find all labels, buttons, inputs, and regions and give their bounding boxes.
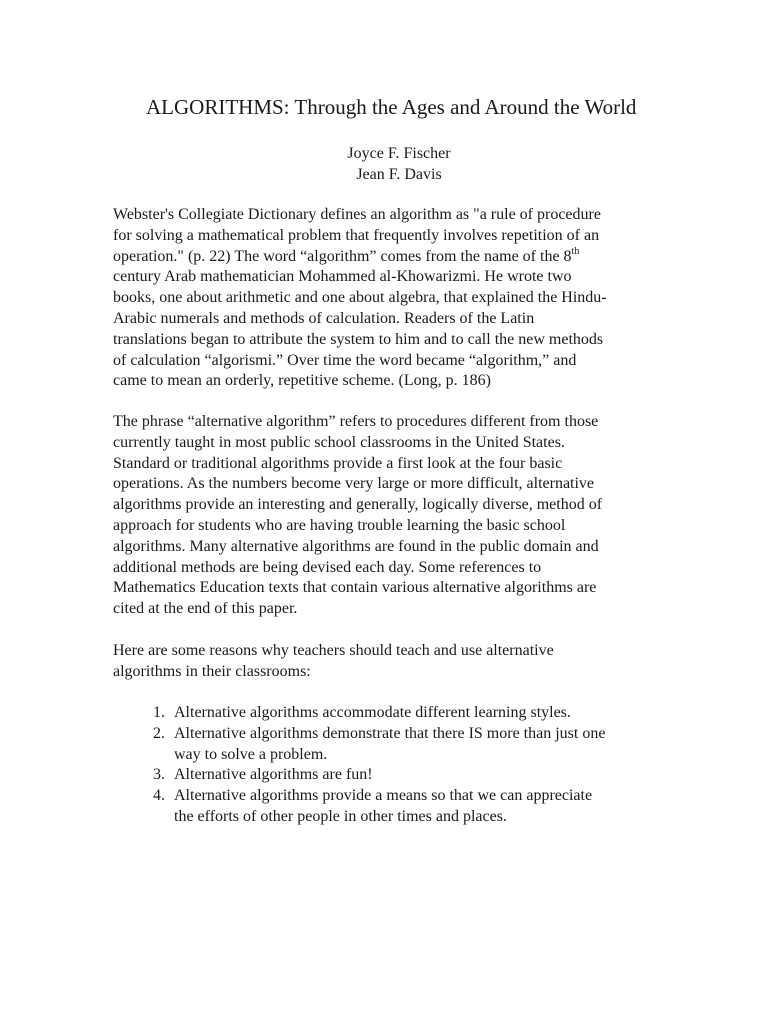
- paragraph-line: The phrase “alternative algorithm” refers to procedures different from those: [113, 413, 599, 430]
- paragraph-line: Mathematics Education texts that contain various alternative algorithms are: [113, 579, 597, 597]
- author-name: Joyce F. Fischer: [347, 145, 451, 162]
- paragraph-line: algorithms. Many alternative algorithms are found in the public domain and: [113, 537, 599, 555]
- list-item-number: 3.: [153, 766, 165, 784]
- list-item: [146, 703, 666, 724]
- list-item: [146, 786, 666, 828]
- reasons-list: [146, 703, 666, 828]
- paragraph-line: cited at the end of this paper.: [113, 600, 298, 618]
- paragraph-line: additional methods are being devised each day. Some references to: [113, 558, 542, 576]
- list-item-text: Alternative algorithms accommodate different learning styles.: [174, 704, 571, 721]
- list-item-number: 1.: [153, 704, 165, 721]
- list-item-text: Alternative algorithms are fun!: [174, 766, 373, 784]
- list-item-text: the efforts of other people in other times and places.: [174, 807, 507, 825]
- paragraph-line: century Arab mathematician Mohammed al-Khowarizmi. He wrote two: [113, 268, 572, 286]
- paragraph-line-text: operation." (p. 22) The word “algorithm” comes from the name of the 8: [113, 247, 572, 265]
- paragraph-line: books, one about arithmetic and one about algebra, that explained the Hindu-: [113, 289, 607, 307]
- paragraph-reasons-intro: [113, 641, 673, 683]
- author-list: [0, 143, 768, 185]
- paragraph-line: of calculation “algorismi.” Over time the word became “algorithm,” and: [113, 351, 577, 369]
- paragraph-line: translations began to attribute the system to him and to call the new methods: [113, 330, 604, 348]
- list-item-text: Alternative algorithms demonstrate that there IS more than just one: [174, 724, 606, 742]
- list-item-number: 4.: [153, 787, 165, 805]
- paragraph-line: Here are some reasons why teachers should teach and use alternative: [113, 642, 554, 659]
- paragraph-line: operations. As the numbers become very large or more difficult, alternative: [113, 475, 595, 493]
- paragraph-line: currently taught in most public school classrooms in the United States.: [113, 433, 565, 451]
- paragraph-alternative-algorithm: [113, 412, 673, 620]
- paragraph-line: Arabic numerals and methods of calculation. Readers of the Latin: [113, 309, 535, 327]
- paragraph-line: algorithms provide an interesting and generally, logically diverse, method of: [113, 496, 603, 514]
- list-item-text: Alternative algorithms provide a means so that we can appreciate: [174, 787, 593, 805]
- author-name: Jean F. Davis: [356, 166, 442, 183]
- document-title: ALGORITHMS: Through the Ages and Around the World: [146, 95, 637, 119]
- paragraph-line: came to mean an orderly, repetitive scheme. (Long, p. 186): [113, 372, 491, 390]
- paragraph-line: approach for students who are having trouble learning the basic school: [113, 516, 566, 534]
- paragraph-line: for solving a mathematical problem that frequently involves repetition of an: [113, 226, 600, 244]
- paragraph-definition: [113, 205, 673, 392]
- list-item-number: 2.: [153, 724, 165, 742]
- list-item-text: way to solve a problem.: [174, 745, 328, 763]
- ordinal-superscript: th: [571, 245, 580, 257]
- paragraph-line-with-superscript: [113, 247, 673, 268]
- paragraph-line: Standard or traditional algorithms provide a first look at the four basic: [113, 454, 563, 472]
- list-item: [146, 765, 666, 786]
- paragraph-line: algorithms in their classrooms:: [113, 662, 311, 680]
- list-item: [146, 724, 666, 766]
- paragraph-line: Webster's Collegiate Dictionary defines an algorithm as "a rule of procedure: [113, 206, 601, 223]
